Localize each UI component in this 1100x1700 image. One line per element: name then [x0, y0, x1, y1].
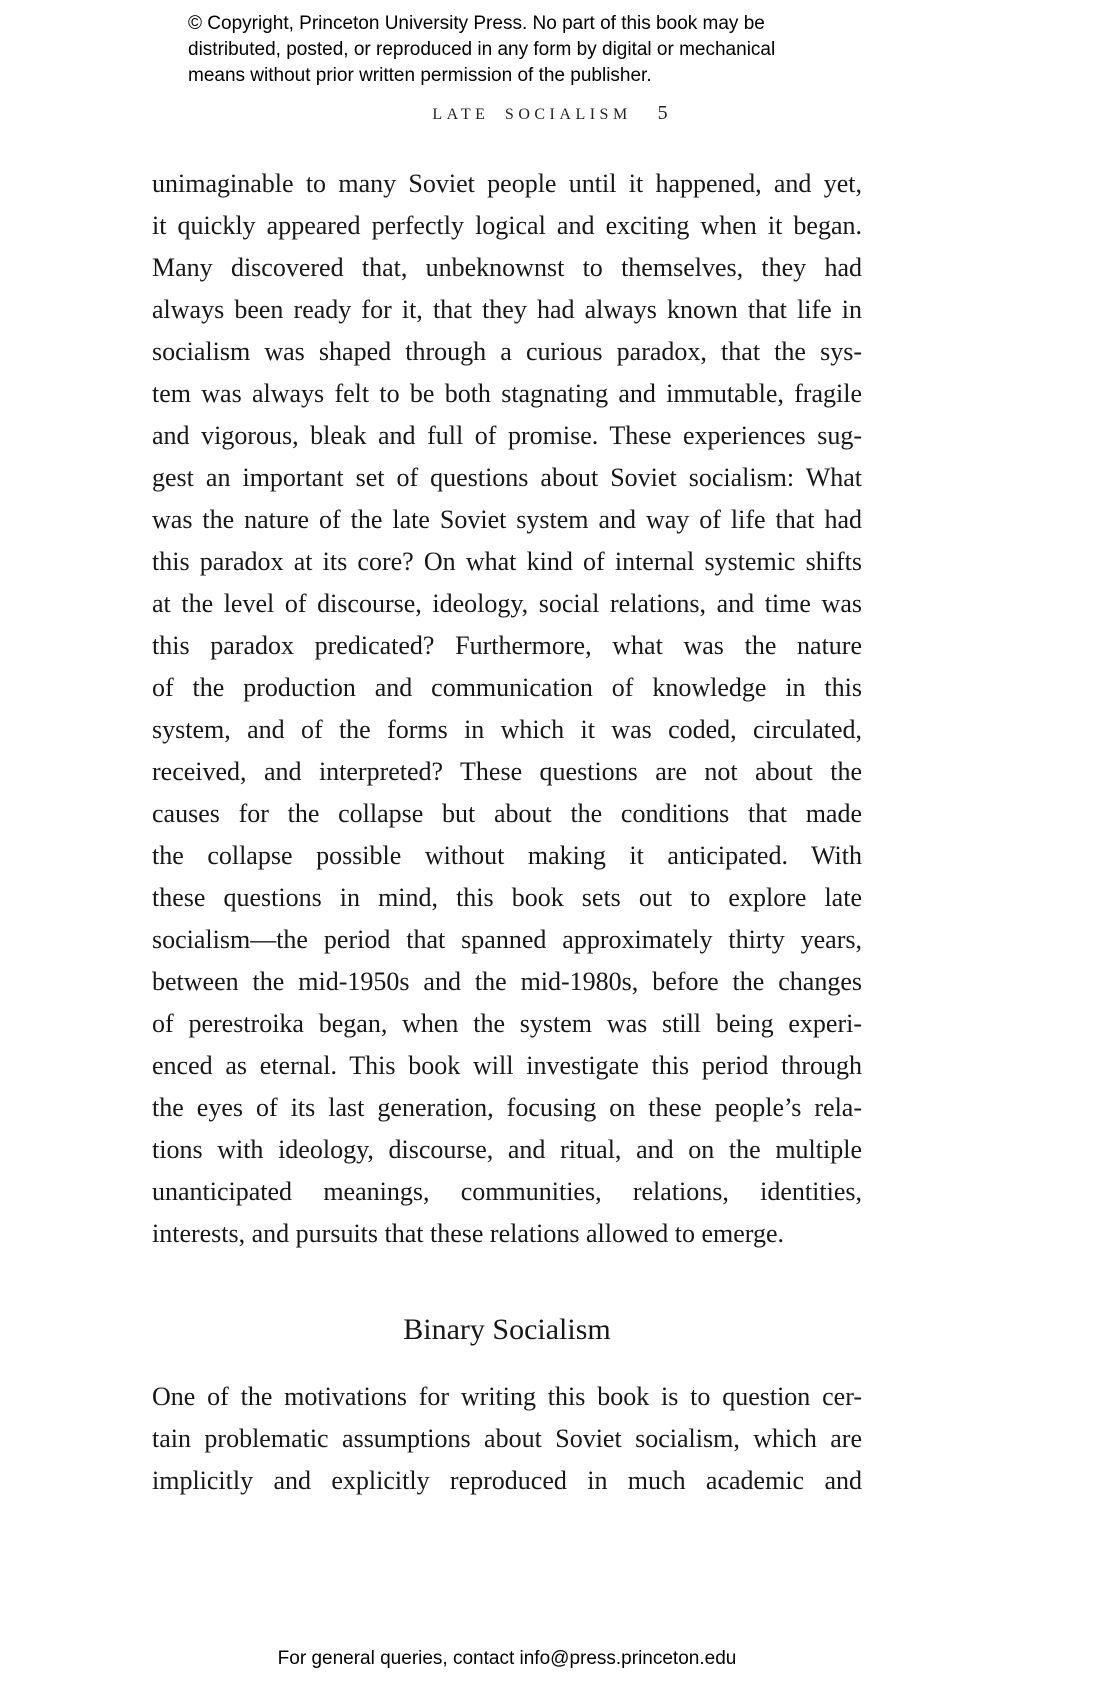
- text-line: socialism was shaped through a curious paradox, that the sys-: [152, 337, 862, 366]
- text-line: implicitly and explicitly reproduced in much academic and: [152, 1466, 862, 1495]
- text-line: One of the motivations for writing this book is to question cer-: [152, 1382, 862, 1411]
- copyright-notice: [188, 11, 775, 89]
- text-line: this paradox at its core? On what kind of internal systemic shifts: [152, 547, 862, 576]
- text-line: of the production and communication of knowledge in this: [152, 673, 862, 702]
- text-line: always been ready for it, that they had always known that life in: [152, 295, 862, 324]
- text-line: was the nature of the late Soviet system and way of life that had: [152, 505, 862, 534]
- text-line: tions with ideology, discourse, and ritual, and on the multiple: [152, 1135, 862, 1164]
- section-heading: Binary Socialism: [403, 1313, 611, 1346]
- text-line: and vigorous, bleak and full of promise. These experiences sug-: [152, 421, 862, 450]
- running-head-title: LATE SOCIALISM: [432, 106, 632, 123]
- text-line: socialism—the period that spanned approximately thirty years,: [152, 925, 862, 954]
- body-paragraph-1: [152, 163, 862, 1255]
- text-line: causes for the collapse but about the conditions that made: [152, 799, 862, 828]
- copyright-line: means without prior written permission of the publisher.: [188, 65, 652, 86]
- text-line: the eyes of its last generation, focusing on these people’s rela-: [152, 1093, 862, 1122]
- text-line: enced as eternal. This book will investigate this period through: [152, 1051, 862, 1080]
- copyright-line: distributed, posted, or reproduced in any form by digital or mechanical: [188, 39, 776, 60]
- page-number: 5: [657, 102, 668, 124]
- text-line: Many discovered that, unbeknownst to themselves, they had: [152, 253, 862, 282]
- text-line: interests, and pursuits that these relations allowed to emerge.: [152, 1219, 785, 1248]
- text-line: it quickly appeared perfectly logical and exciting when it began.: [152, 211, 862, 240]
- text-line: unimaginable to many Soviet people until it happened, and yet,: [152, 169, 862, 198]
- text-line: unanticipated meanings, communities, relations, identities,: [152, 1177, 862, 1206]
- text-line: the collapse possible without making it anticipated. With: [152, 841, 862, 870]
- text-line: gest an important set of questions about Soviet socialism: What: [152, 463, 862, 492]
- text-line: between the mid-1950s and the mid-1980s, before the changes: [152, 967, 862, 996]
- text-line: tain problematic assumptions about Soviet socialism, which are: [152, 1424, 862, 1453]
- text-line: at the level of discourse, ideology, social relations, and time was: [152, 589, 862, 618]
- text-line: this paradox predicated? Furthermore, what was the nature: [152, 631, 862, 660]
- running-head: [0, 102, 1100, 125]
- text-line: system, and of the forms in which it was coded, circulated,: [152, 715, 862, 744]
- footer-contact-text: For general queries, contact info@press.princeton.edu: [277, 1648, 737, 1669]
- text-line: these questions in mind, this book sets out to explore late: [152, 883, 862, 912]
- copyright-line: © Copyright, Princeton University Press. No part of this book may be: [188, 13, 765, 34]
- text-line: of perestroika began, when the system was still being experi-: [152, 1009, 862, 1038]
- text-line: tem was always felt to be both stagnating and immutable, fragile: [152, 379, 862, 408]
- body-paragraph-2: [152, 1376, 862, 1502]
- text-line: received, and interpreted? These questions are not about the: [152, 757, 862, 786]
